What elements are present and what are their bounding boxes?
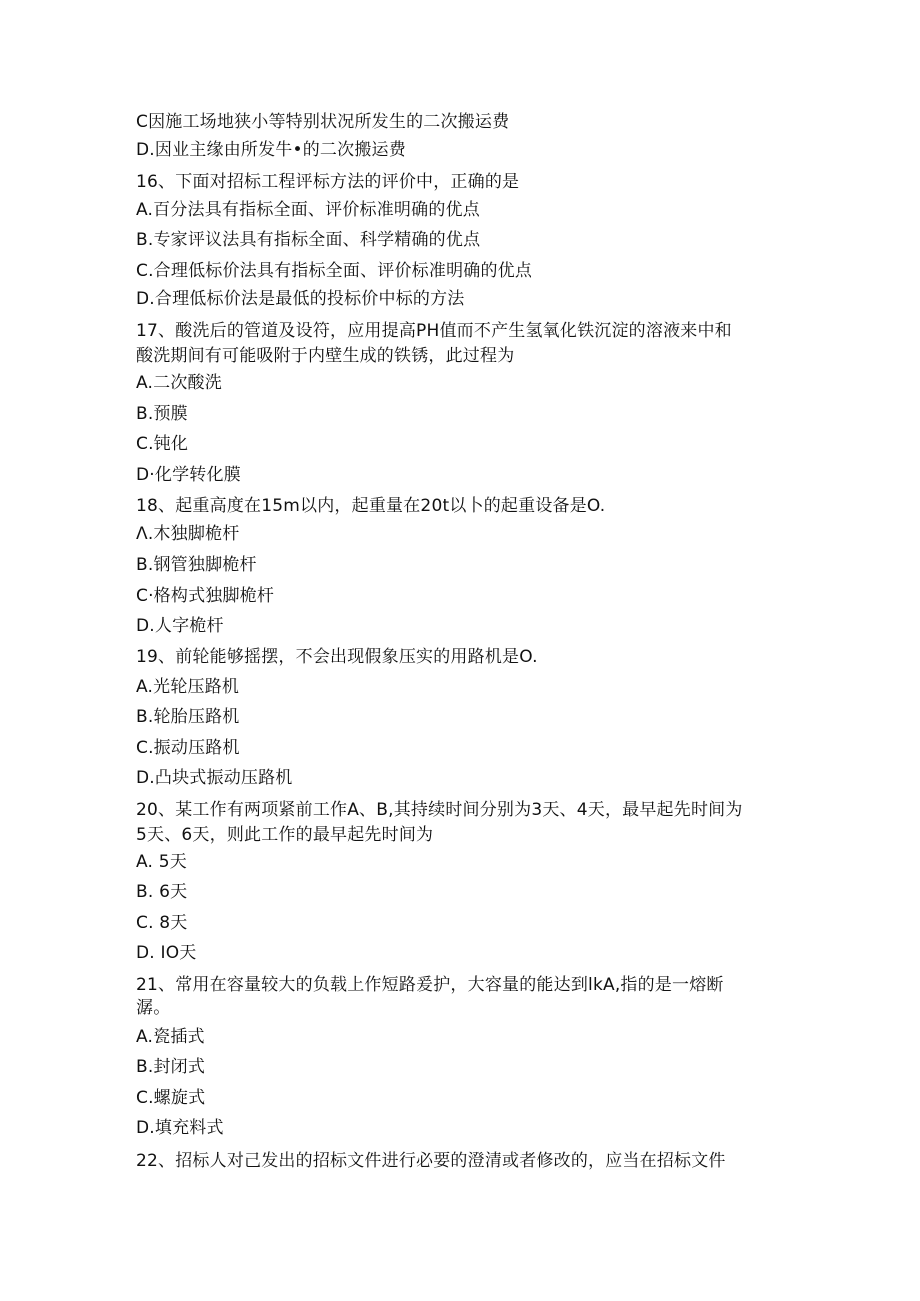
- option-line: D.凸块式振动压路机: [136, 768, 293, 788]
- question-16: 16、下面对招标工程评标方法的评价中，正确的是: [136, 172, 520, 192]
- option-line: B.预膜: [136, 404, 188, 424]
- option-line: C.钝化: [136, 434, 189, 454]
- option-line: B.封闭式: [136, 1057, 206, 1077]
- text-line: D.因业主缘由所发牛•的二次搬运费: [136, 140, 406, 160]
- question-22: 22、招标人对己发出的招标文件进行必要的澄清或者修改的，应当在招标文件: [136, 1151, 726, 1171]
- question-20: 20、某工作有两项紧前工作A、B,其持续时间分别为3天、4天，最早起先时间为: [136, 800, 743, 820]
- option-line: C.振动压路机: [136, 738, 240, 758]
- option-line: Λ.木独脚桅杆: [136, 524, 240, 544]
- option-line: C·格构式独脚桅杆: [136, 586, 275, 606]
- option-line: C.合理低标价法具有指标全面、评价标准明确的优点: [136, 261, 533, 281]
- option-line: A.百分法具有指标全面、评价标准明确的优点: [136, 200, 480, 220]
- option-line: A.光轮压路机: [136, 677, 240, 697]
- option-line: A. 5天: [136, 852, 187, 872]
- question-19: 19、前轮能够摇摆，不会出现假象压实的用路机是O.: [136, 647, 538, 667]
- question-21: 21、常用在容量较大的负载上作短路爰护，大容量的能达到lkA,指的是一熔断: [136, 975, 724, 995]
- question-18: 18、起重高度在15m以内，起重量在20t以卜的起重设备是O.: [136, 496, 606, 516]
- text-line: C因施工场地狭小等特别状况所发生的二次搬运费: [136, 112, 510, 132]
- question-17: 17、酸洗后的管道及设符，应用提高PH值而不产生氢氧化铁沉淀的溶液来中和: [136, 321, 732, 341]
- option-line: D.合理低标价法是最低的投标价中标的方法: [136, 289, 465, 309]
- option-line: B.轮胎压路机: [136, 707, 240, 727]
- option-line: D.填充料式: [136, 1118, 224, 1138]
- option-line: C. 8天: [136, 913, 188, 933]
- question-text-line: 酸洗期间有可能吸附于内壁生成的铁锈，此过程为: [136, 346, 515, 366]
- option-line: B. 6天: [136, 882, 188, 902]
- option-line: A.二次酸洗: [136, 373, 222, 393]
- option-line: D. IO天: [136, 943, 197, 963]
- question-text-line: 5天、6天，则此工作的最早起先时间为: [136, 825, 434, 845]
- question-text-line: 潺。: [136, 998, 171, 1018]
- option-line: D.人字桅杆: [136, 616, 224, 636]
- option-line: B.专家评议法具有指标全面、科学精确的优点: [136, 230, 481, 250]
- option-line: C.螺旋式: [136, 1088, 206, 1108]
- option-line: B.钢管独脚桅杆: [136, 555, 257, 575]
- option-line: D·化学转化膜: [136, 465, 241, 485]
- option-line: A.瓷插式: [136, 1027, 205, 1047]
